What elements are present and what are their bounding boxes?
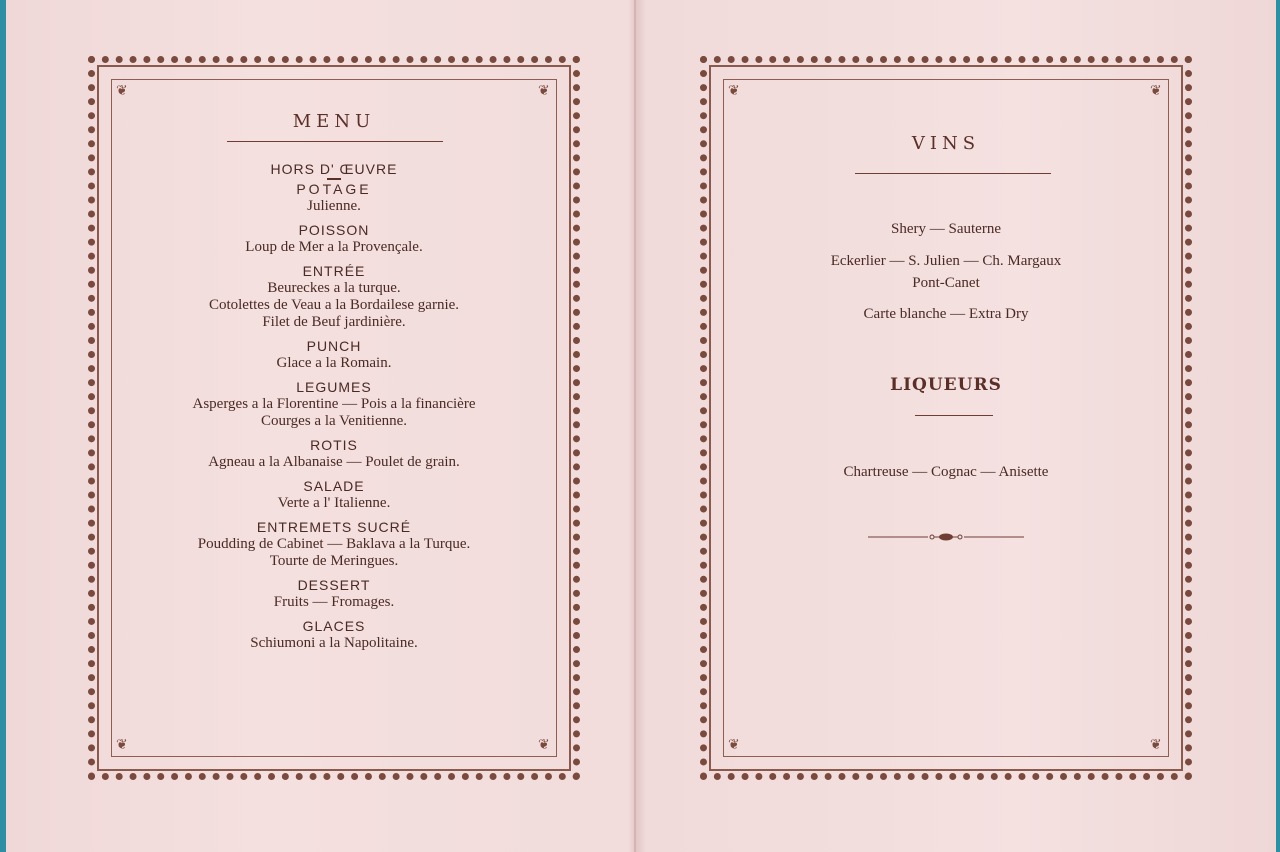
course-heading: DESSERT xyxy=(297,577,371,593)
course xyxy=(95,181,573,215)
menu-card xyxy=(6,0,1276,852)
fleuron-corner-icon: ❦ xyxy=(1150,83,1162,99)
course xyxy=(95,379,573,430)
course xyxy=(95,519,573,570)
fleuron-corner-icon: ❦ xyxy=(116,737,128,753)
course xyxy=(95,338,573,372)
dash-divider xyxy=(327,178,341,180)
title-rule xyxy=(855,173,1051,174)
fleuron-corner-icon: ❦ xyxy=(538,83,550,99)
dish: Tourte de Meringues. xyxy=(269,553,399,569)
menu-title: MENU xyxy=(292,111,376,132)
dish: Asperges a la Florentine — Pois a la financière xyxy=(192,396,476,412)
dish: Cotolettes de Veau a la Bordailese garnie. xyxy=(208,297,460,313)
dish: Poudding de Cabinet — Baklava a la Turque. xyxy=(197,536,471,552)
dish: Fruits — Fromages. xyxy=(273,594,395,610)
course-heading: LEGUMES xyxy=(296,379,372,395)
course-heading: HORS D' ŒUVRE xyxy=(270,161,398,177)
wine-line: Carte blanche — Extra Dry xyxy=(863,306,1029,322)
course-heading: PUNCH xyxy=(306,338,362,354)
course-heading: GLACES xyxy=(302,618,366,634)
course-heading: ROTIS xyxy=(310,437,358,453)
flourish-divider-icon xyxy=(707,531,1185,546)
course-heading: POISSON xyxy=(298,222,370,238)
course-heading: POTAGE xyxy=(296,181,372,197)
wine-line: Shery — Sauterne xyxy=(891,221,1001,237)
menu-page-frame xyxy=(88,56,580,780)
dish: Courges a la Venitienne. xyxy=(260,413,408,429)
title-rule xyxy=(227,141,443,142)
fleuron-corner-icon: ❦ xyxy=(1150,737,1162,753)
dish: Verte a l' Italienne. xyxy=(277,495,391,511)
course xyxy=(95,263,573,331)
dish: Schiumoni a la Napolitaine. xyxy=(250,635,418,651)
dish: Agneau a la Albanaise — Poulet de grain. xyxy=(208,454,460,470)
dish: Loup de Mer a la Provençale. xyxy=(245,239,423,255)
inner-border xyxy=(723,79,1169,757)
course xyxy=(95,577,573,611)
fleuron-corner-icon: ❦ xyxy=(728,83,740,99)
course-heading: SALADE xyxy=(303,478,365,494)
wine-line: Eckerlier — S. Julien — Ch. Margaux xyxy=(830,253,1062,269)
dish: Beureckes a la turque. xyxy=(267,280,401,296)
fleuron-corner-icon: ❦ xyxy=(728,737,740,753)
course xyxy=(95,161,573,180)
course xyxy=(95,478,573,512)
wine-line: Pont-Canet xyxy=(912,275,980,291)
fleuron-corner-icon: ❦ xyxy=(116,83,128,99)
wines-title: VINS xyxy=(911,133,981,154)
wine-page-frame xyxy=(700,56,1192,780)
course xyxy=(95,618,573,652)
dish: Filet de Beuf jardinière. xyxy=(262,314,406,330)
fleuron-corner-icon: ❦ xyxy=(538,737,550,753)
course-list xyxy=(95,161,573,659)
center-fold xyxy=(634,0,636,852)
dish: Glace a la Romain. xyxy=(276,355,392,371)
liqueurs-title: LIQUEURS xyxy=(890,375,1002,395)
course xyxy=(95,222,573,256)
flourish-divider-icon xyxy=(866,531,1026,543)
dish: Julienne. xyxy=(307,198,361,214)
course-heading: ENTRÉE xyxy=(302,263,366,279)
course-heading: ENTREMETS SUCRÉ xyxy=(256,519,412,535)
liqueurs-line: Chartreuse — Cognac — Anisette xyxy=(843,464,1049,480)
title-rule xyxy=(915,415,993,416)
course xyxy=(95,437,573,471)
